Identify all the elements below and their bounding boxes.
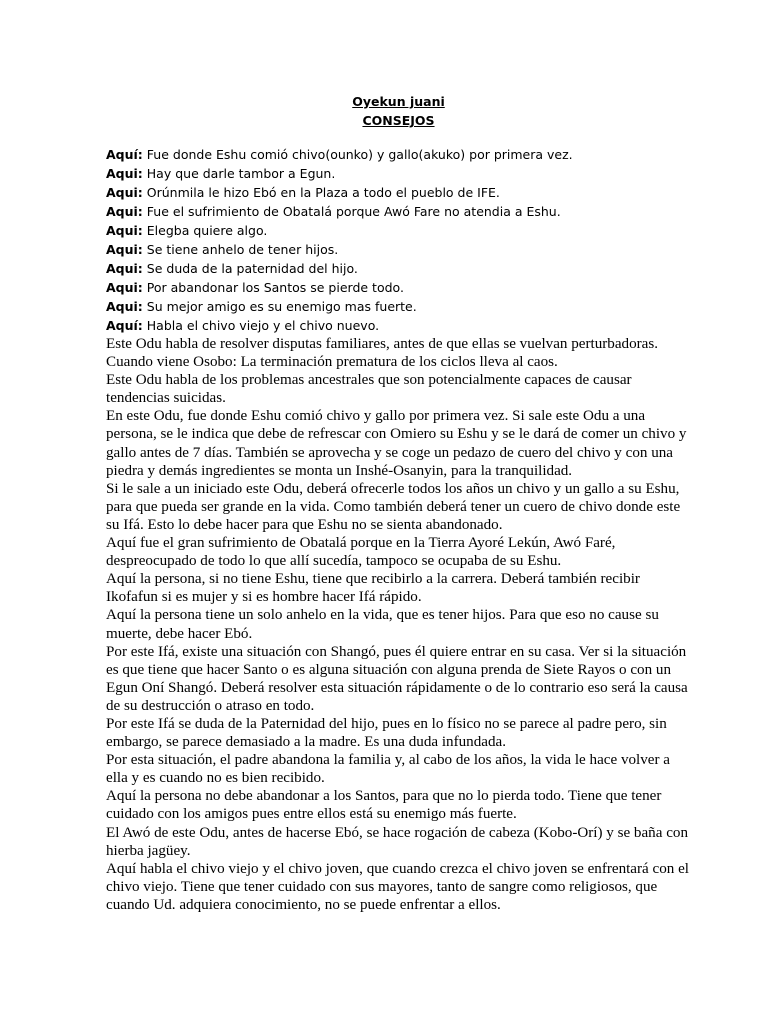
body-paragraph: Aquí la persona, si no tiene Eshu, tiene que recibirlo a la carrera. Deberá también recibir Ikofafun si es mujer y si es hombre hacer Ifá rápido. — [106, 571, 640, 606]
consejos-list — [106, 145, 691, 335]
consejo-item — [106, 316, 691, 335]
consejo-item — [106, 221, 691, 240]
body-paragraph: Si le sale a un iniciado este Odu, deberá ofrecerle todos los años un chivo y un gallo a su Eshu, para que pueda ser grande en la vida. Como también deberá tener un cuero de chivo donde este su Ifá. Esto lo debe hacer para que Eshu no se sienta abandonado. — [106, 480, 681, 533]
body-paragraph: En este Odu, fue donde Eshu comió chivo y gallo por primera vez. Si sale este Odu a una persona, se le indica que debe de refrescar con Omiero su Eshu y se le dará de comer un chivo y gallo antes de 7 días. También se aprovecha y se coge un pedazo de cuero del chivo y con una piedra y demás ingredientes se monta un Inshé-Osanyin, para la tranquilidad. — [106, 408, 687, 479]
body-paragraph: Aquí habla el chivo viejo y el chivo joven, que cuando crezca el chivo joven se enfrentará con el chivo viejo. Tiene que tener cuidado con sus mayores, tanto de sangre como religiosos, que cuando Ud. adquiera conocimiento, no se puede enfrentar a ellos. — [106, 860, 689, 913]
body-paragraph: Por esta situación, el padre abandona la familia y, al cabo de los años, la vida le hace volver a ella y es cuando no es bien recibido. — [106, 752, 670, 787]
body-paragraph: Por este Ifá, existe una situación con Shangó, pues él quiere entrar en su casa. Ver si la situación es que tiene que hacer Santo o es alguna situación con alguna prenda de Siete Rayos o con un Egun Oní Shangó. Deberá resolver esta situación rápidamente o de lo contrario eso será la causa de su destrucción o atraso en todo. — [106, 643, 688, 714]
document-title: Oyekun juani — [352, 94, 445, 109]
body-paragraph: El Awó de este Odu, antes de hacerse Ebó, se hace rogación de cabeza (Kobo-Orí) y se baña con hierba jagüey. — [106, 824, 688, 859]
consejo-text: Fue el sufrimiento de Obatalá porque Awó Fare no atendia a Eshu. — [142, 204, 561, 219]
body-paragraph: Este Odu habla de los problemas ancestrales que son potencialmente capaces de causar tendencias suicidas. — [106, 372, 632, 407]
consejo-text: Se duda de la paternidad del hijo. — [142, 261, 358, 276]
consejo-label: Aquí: — [106, 318, 143, 333]
consejo-label: Aqui: — [106, 242, 143, 257]
consejo-label: Aqui: — [106, 280, 143, 295]
consejo-item — [106, 145, 691, 164]
consejo-label: Aquí: — [106, 147, 143, 162]
consejo-text: Elegba quiere algo. — [142, 223, 268, 238]
consejo-label: Aqui: — [106, 166, 143, 181]
consejo-label: Aqui: — [106, 204, 143, 219]
body-paragraph: Por este Ifá se duda de la Paternidad del hijo, pues en lo físico no se parece al padre pero, sin embargo, se parece demasiado a la madre. Es una duda infundada. — [106, 715, 667, 751]
body-paragraph: Este Odu habla de resolver disputas familiares, antes de que ellas se vuelvan perturbadoras. — [106, 336, 658, 352]
document-subtitle: CONSEJOS — [362, 113, 435, 128]
document-header — [106, 92, 691, 130]
consejo-item — [106, 202, 691, 221]
consejo-label: Aqui: — [106, 299, 143, 314]
consejo-text: Por abandonar los Santos se pierde todo. — [142, 280, 404, 295]
body-paragraph: Cuando viene Osobo: La terminación prematura de los ciclos lleva al caos. — [106, 354, 558, 371]
consejo-text: Se tiene anhelo de tener hijos. — [142, 242, 339, 257]
consejo-text: Habla el chivo viejo y el chivo nuevo. — [142, 318, 380, 333]
consejo-text: Hay que darle tambor a Egun. — [142, 166, 336, 181]
consejo-item — [106, 297, 691, 316]
consejo-item — [106, 164, 691, 183]
document-page — [106, 92, 691, 914]
body-paragraph: Aquí la persona tiene un solo anhelo en la vida, que es tener hijos. Para que eso no cause su muerte, debe hacer Ebó. — [106, 607, 659, 642]
consejo-label: Aqui: — [106, 185, 143, 200]
consejo-text: Su mejor amigo es su enemigo mas fuerte. — [142, 299, 417, 314]
body-paragraph: Aquí la persona no debe abandonar a los Santos, para que no lo pierda todo. Tiene que tener cuidado con los amigos pues entre ellos está su enemigo más fuerte. — [106, 788, 662, 823]
consejo-item — [106, 278, 691, 297]
consejo-text: Orúnmila le hizo Ebó en la Plaza a todo el pueblo de IFE. — [142, 185, 500, 200]
consejo-item — [106, 259, 691, 278]
consejo-item — [106, 183, 691, 202]
body-paragraph: Aquí fue el gran sufrimiento de Obatalá porque en la Tierra Ayoré Lekún, Awó Faré, despreocupado de todo lo que allí sucedía, tampoco se ocupaba de su Eshu. — [106, 535, 616, 570]
body-text — [106, 335, 691, 914]
consejo-label: Aqui: — [106, 223, 143, 238]
consejo-text: Fue donde Eshu comió chivo(ounko) y gallo(akuko) por primera vez. — [142, 147, 573, 162]
consejo-item — [106, 240, 691, 259]
consejo-label: Aqui: — [106, 261, 143, 276]
